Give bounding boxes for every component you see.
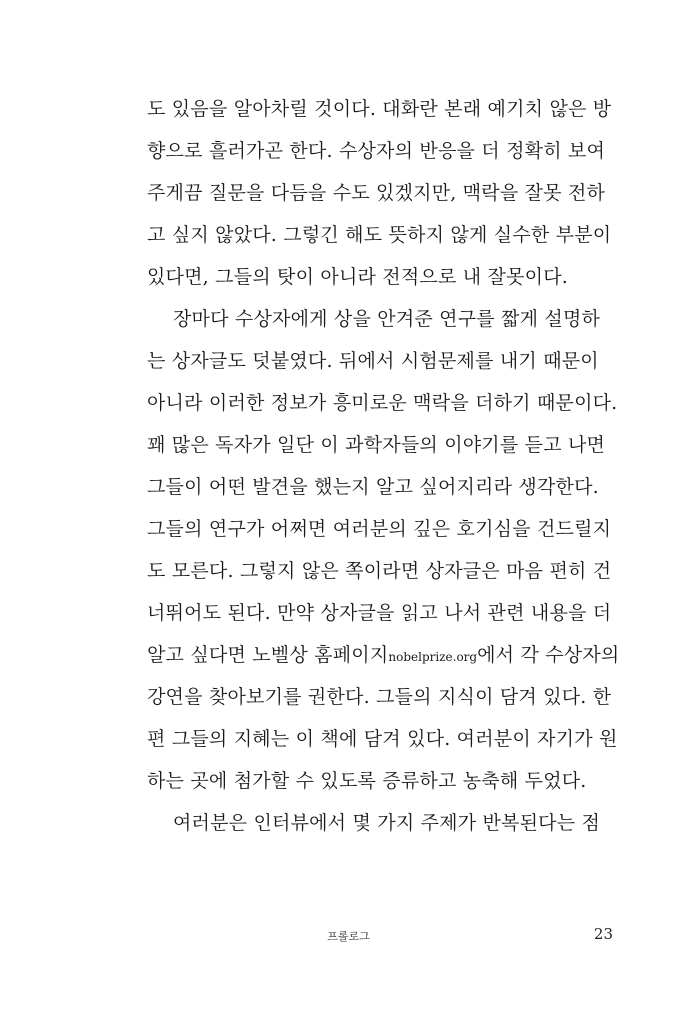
text-line: 그들이 어떤 발견을 했는지 알고 싶어지리라 생각한다. (147, 476, 599, 498)
nobel-url: nobelprize.org (388, 650, 478, 664)
text-line: 꽤 많은 독자가 일단 이 과학자들의 이야기를 듣고 나면 (147, 434, 606, 456)
text-line: 고 싶지 않았다. 그렇긴 해도 뜻하지 않게 실수한 부분이 (147, 224, 612, 246)
text-line: 장마다 수상자에게 상을 안겨준 연구를 짧게 설명하 (173, 308, 601, 330)
text-line: 아니라 이러한 정보가 흥미로운 맥락을 더하기 때문이다. (147, 392, 618, 414)
text-line: 있다면, 그들의 탓이 아니라 전적으로 내 잘못이다. (147, 266, 568, 288)
text-line: 도 모른다. 그렇지 않은 쪽이라면 상자글은 마음 편히 건 (147, 560, 612, 582)
text-line: 도 있음을 알아차릴 것이다. 대화란 본래 예기치 않은 방 (147, 98, 612, 120)
running-title: 프롤로그 (327, 930, 370, 943)
text-line: 하는 곳에 첨가할 수 있도록 증류하고 농축해 두었다. (147, 770, 587, 792)
page-number: 23 (593, 925, 613, 943)
body-text (147, 88, 620, 844)
text-line: 너뛰어도 된다. 만약 상자글을 읽고 나서 관련 내용을 더 (147, 602, 612, 624)
text-line: 는 상자글도 덧붙였다. 뒤에서 시험문제를 내기 때문이 (147, 350, 599, 372)
text-line: 편 그들의 지혜는 이 책에 담겨 있다. 여러분이 자기가 원 (147, 728, 618, 750)
text-line: 주게끔 질문을 다듬을 수도 있겠지만, 맥락을 잘못 전하 (147, 182, 606, 204)
text-segment: 에서 각 수상자의 (477, 644, 620, 666)
text-line: 그들의 연구가 어쩌면 여러분의 깊은 호기심을 건드릴지 (147, 518, 612, 540)
text-line: 향으로 흘러가곤 한다. 수상자의 반응을 더 정확히 보여 (147, 140, 606, 162)
text-line: 여러분은 인터뷰에서 몇 가지 주제가 반복된다는 점 (173, 812, 601, 834)
text-line-with-url (147, 634, 620, 676)
text-segment: 알고 싶다면 노벨상 홈페이지 (147, 644, 389, 666)
text-line: 강연을 찾아보기를 권한다. 그들의 지식이 담겨 있다. 한 (147, 686, 612, 708)
